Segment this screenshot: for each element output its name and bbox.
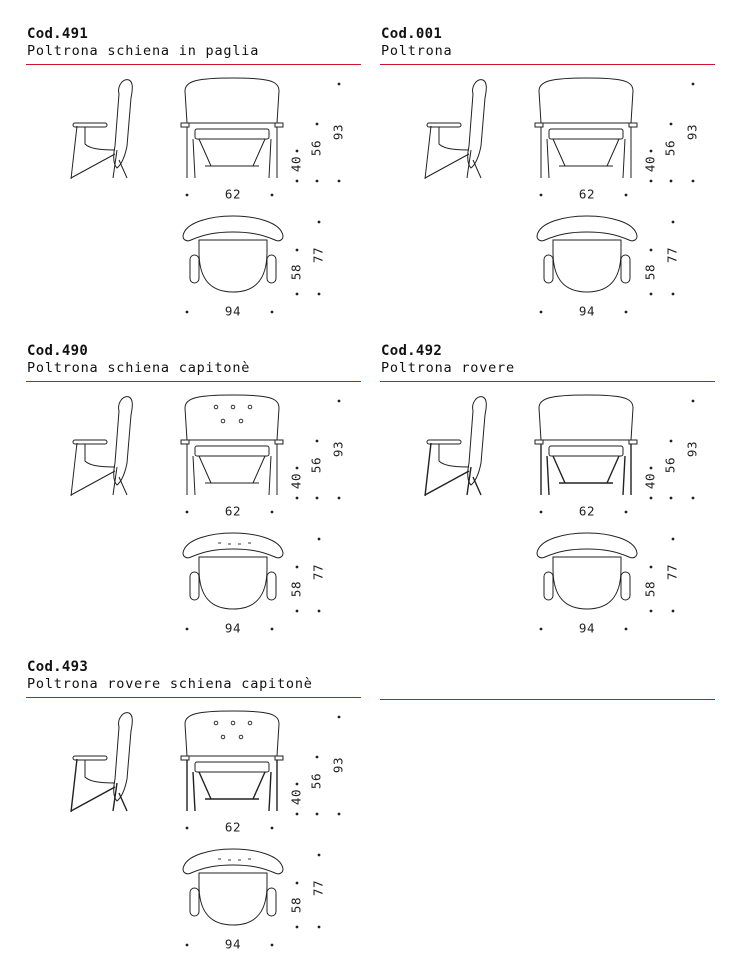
dimension-dot [316,756,319,759]
dimension-dot [625,311,628,314]
front-armrest-left [535,440,543,444]
tuft-button [248,405,252,409]
dimension-dot [271,628,274,631]
side-arm-support [85,443,115,467]
side-arm-support [439,126,469,150]
dimension-dot [692,83,695,86]
dimension-dot [670,440,673,443]
dimension-dot [338,400,341,403]
dimension-dot [318,926,321,929]
dimension-dot [318,854,321,857]
product-code: Cod.493 [27,659,89,675]
side-armrest [73,756,107,760]
dimension-dot [186,628,189,631]
product-name: Poltrona rovere schiena capitonè [27,676,313,692]
dimension-label: 94 [578,620,596,636]
product-name: Poltrona schiena in paglia [27,43,260,59]
front-seat-cushion [549,129,623,139]
top-armrest-right [267,572,276,600]
side-front-leg [71,759,117,812]
dimension-label: 94 [224,303,242,319]
product-code: Cod.001 [381,26,443,42]
product-block-490 [27,343,362,643]
front-view [535,78,637,178]
dimension-label: 62 [224,503,242,519]
side-armrest [73,440,107,444]
dimension-dot [296,293,299,296]
product-code: Cod.491 [27,26,89,42]
dimension-dot [670,497,673,500]
top-armrest-right [267,888,276,916]
front-backrest [185,78,279,123]
tuft-button [221,419,225,423]
dimension-dot [650,497,653,500]
chair-drawings [381,26,716,326]
front-backrest [539,78,633,123]
tuft-button [231,721,235,725]
tuft-button [214,405,218,409]
front-seat-cushion [195,446,269,456]
product-code: Cod.490 [27,343,89,359]
dimension-dot [692,400,695,403]
tuft-button [231,405,235,409]
chair-drawings [381,343,716,643]
top-view [537,533,637,609]
side-armrest [427,123,461,127]
side-view [71,713,132,812]
top-view [183,533,283,609]
dimension-dot [540,311,543,314]
dimension-dot [296,566,299,569]
side-front-leg [425,443,471,496]
front-armrest-left [181,440,189,444]
top-armrest-left [190,888,199,916]
dimension-label: 62 [224,186,242,202]
front-view [181,395,283,495]
top-backrest [537,216,637,241]
chair-drawings [27,343,362,643]
dimension-label: 94 [224,936,242,952]
front-backrest [539,395,633,440]
chair-drawings [27,659,362,959]
top-view [183,216,283,292]
front-backrest [185,711,279,756]
dimension-dot [692,497,695,500]
dimension-label: 93 [684,440,700,458]
product-block-493 [27,659,362,959]
dimension-dot [296,467,299,470]
top-armrest-left [544,255,553,283]
front-armrest-right [275,756,283,760]
dimension-dot [296,150,299,153]
dimension-dot [296,882,299,885]
dimension-dot [316,180,319,183]
side-arm-support [439,443,469,467]
dimension-dot [271,511,274,514]
dimension-dot [540,511,543,514]
dimension-label: 77 [664,563,680,581]
product-name: Poltrona rovere [381,360,515,376]
dimension-dot [540,194,543,197]
top-seat [553,557,621,609]
dimension-label: 56 [308,139,324,157]
dimension-dot [318,610,321,613]
top-seat [199,557,267,609]
dimension-dot [650,467,653,470]
dimension-dot [540,628,543,631]
side-armrest [73,123,107,127]
side-view [71,80,132,179]
dimension-dot [650,610,653,613]
side-view [425,80,486,179]
dimension-dot [271,311,274,314]
dimension-label: 62 [578,186,596,202]
dimension-label: 56 [308,772,324,790]
top-armrest-right [267,255,276,283]
dimension-label: 58 [642,580,658,598]
front-armrest-right [629,440,637,444]
dimension-dot [186,194,189,197]
dimension-dot [338,497,341,500]
dimension-label: 77 [310,563,326,581]
dimension-label: 58 [288,263,304,281]
top-backrest [183,533,283,558]
dimension-dot [625,628,628,631]
dimension-dot [670,123,673,126]
top-seat [199,240,267,292]
dimension-dot [338,180,341,183]
tuft-button [221,735,225,739]
product-name: Poltrona [381,43,453,59]
dimension-label: 93 [684,123,700,141]
dimension-dot [672,293,675,296]
top-armrest-left [544,572,553,600]
dimension-dot [318,221,321,224]
front-seat-cushion [195,129,269,139]
side-view [71,397,132,496]
dimension-label: 77 [310,246,326,264]
dimension-dot [338,716,341,719]
side-arm-support [85,759,115,783]
front-armrest-left [181,123,189,127]
dimension-label: 56 [308,456,324,474]
dimension-label: 94 [578,303,596,319]
top-armrest-right [621,572,630,600]
top-armrest-left [190,572,199,600]
dimension-dot [625,511,628,514]
dimension-dot [650,293,653,296]
dimension-dot [625,194,628,197]
dimension-label: 93 [330,123,346,141]
dimension-dot [316,440,319,443]
top-backrest [537,533,637,558]
product-block-491 [27,26,362,326]
dimension-label: 93 [330,440,346,458]
product-name: Poltrona schiena capitonè [27,360,251,376]
dimension-label: 77 [310,879,326,897]
front-armrest-right [275,440,283,444]
dimension-dot [296,497,299,500]
dimension-dot [650,249,653,252]
dimension-label: 77 [664,246,680,264]
dimension-label: 56 [662,139,678,157]
dimension-label: 62 [578,503,596,519]
dimension-dot [316,813,319,816]
dimension-dot [672,221,675,224]
dimension-dot [650,180,653,183]
front-armrest-left [181,756,189,760]
top-armrest-left [190,255,199,283]
front-backrest [185,395,279,440]
dimension-dot [271,944,274,947]
dimension-label: 40 [642,472,658,490]
dimension-dot [672,610,675,613]
top-backrest [183,216,283,241]
dimension-dot [296,926,299,929]
side-arm-support [85,126,115,150]
product-code: Cod.492 [381,343,443,359]
dimension-label: 40 [288,472,304,490]
top-backrest [183,849,283,874]
side-front-leg [71,443,117,496]
dimension-label: 56 [662,456,678,474]
dimension-dot [186,311,189,314]
top-view [537,216,637,292]
dimension-dot [271,827,274,830]
dimension-dot [271,194,274,197]
dimension-dot [186,944,189,947]
side-front-leg [425,126,471,179]
dimension-label: 58 [642,263,658,281]
dimension-label: 58 [288,580,304,598]
dimension-label: 40 [288,155,304,173]
tuft-button [214,721,218,725]
top-seat [553,240,621,292]
dimension-dot [186,511,189,514]
dimension-dot [650,566,653,569]
side-armrest [427,440,461,444]
front-armrest-right [629,123,637,127]
dimension-dot [296,180,299,183]
dimension-dot [692,180,695,183]
side-view [425,397,486,496]
chair-drawings [27,26,362,326]
front-view [181,711,283,811]
top-armrest-right [621,255,630,283]
dimension-dot [318,538,321,541]
dimension-label: 93 [330,756,346,774]
dimension-dot [672,538,675,541]
dimension-dot [316,123,319,126]
side-front-leg [71,126,117,179]
dimension-dot [338,813,341,816]
front-seat-cushion [549,446,623,456]
tuft-button [239,419,243,423]
dimension-dot [650,150,653,153]
dimension-label: 62 [224,819,242,835]
top-view [183,849,283,925]
dimension-dot [318,293,321,296]
dimension-dot [670,180,673,183]
dimension-label: 94 [224,620,242,636]
dimension-dot [296,610,299,613]
front-view [181,78,283,178]
product-block-001 [381,26,716,326]
dimension-dot [316,497,319,500]
dimension-label: 40 [288,788,304,806]
front-armrest-left [535,123,543,127]
dimension-dot [296,813,299,816]
dimension-dot [296,783,299,786]
dimension-label: 58 [288,896,304,914]
dimension-label: 40 [642,155,658,173]
product-block-492 [381,343,716,643]
dimension-dot [296,249,299,252]
dimension-dot [186,827,189,830]
red-divider-empty [380,699,715,700]
front-view [535,395,637,495]
tuft-button [239,735,243,739]
front-armrest-right [275,123,283,127]
tuft-button [248,721,252,725]
top-seat [199,873,267,925]
dimension-dot [338,83,341,86]
front-seat-cushion [195,762,269,772]
